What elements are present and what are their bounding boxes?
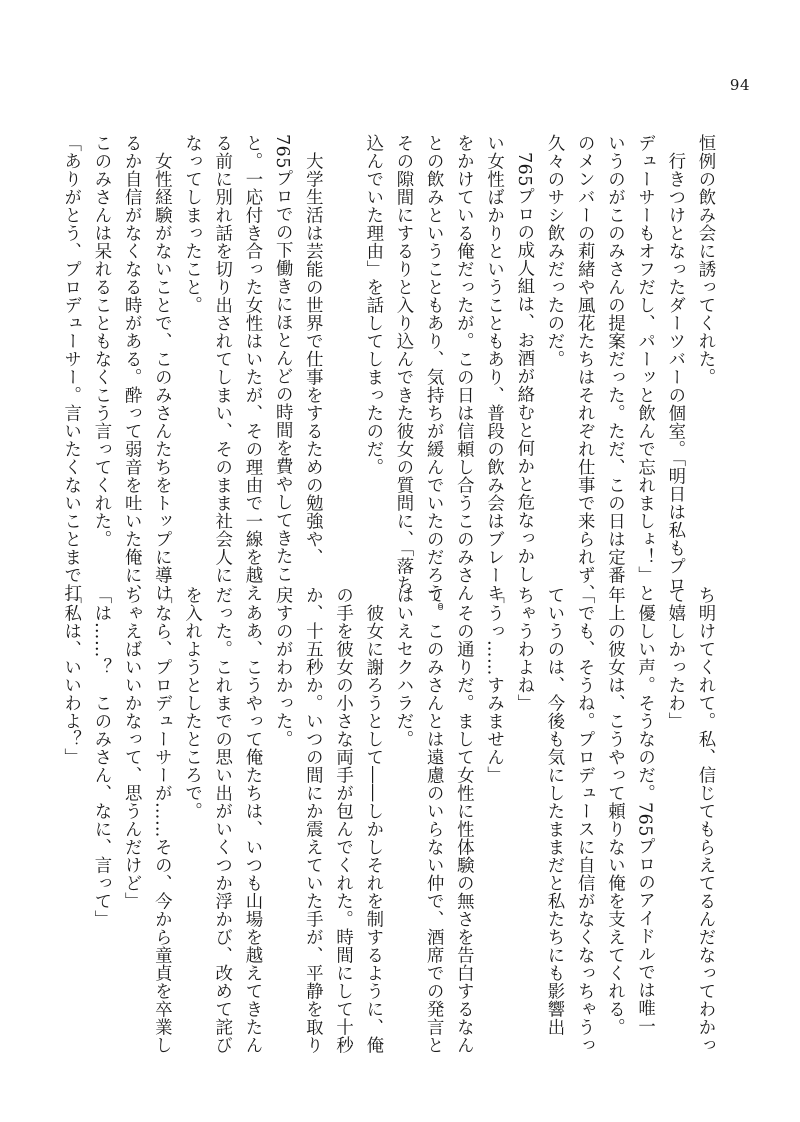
text-line: 女性経験がないことで、このみさんたちをトップに導け bbox=[151, 134, 172, 602]
text-line: ちゃえばいいかなって、思うんだけど」 bbox=[121, 586, 142, 910]
text-line: と。一応付き合った女性はいたが、その理由で一線を越え bbox=[241, 134, 262, 602]
text-line: い女性ばかりということもあり、普段の飲み会はブレーキ bbox=[483, 134, 504, 602]
text-line: 戻すのがわかった。 bbox=[272, 586, 293, 748]
text-line: 「は……？ このみさん、なに、言って」 bbox=[90, 586, 111, 928]
text-line: 「でも、そうね。プロデュースに自信がなくなっちゃうっ bbox=[574, 586, 595, 1054]
text-line: て。このみさんとは遠慮のいらない仲で、酒席での発言と bbox=[423, 586, 444, 1054]
text-line: 久々のサシ飲みだったのだ。 bbox=[543, 134, 564, 368]
text-line: 込んでいた理由」を話してしまったのだ。 bbox=[362, 134, 383, 476]
text-block-bottom bbox=[60, 586, 720, 1054]
text-line: ちゃうわよね」 bbox=[513, 586, 534, 712]
text-line: その隙間にするりと入り込んできた彼女の質問に、「落ち bbox=[392, 134, 413, 594]
text-line: の手を彼女の小さな両手が包んでくれた。時間にして十秒 bbox=[332, 586, 353, 1054]
text-line: を入れようとしたところで。 bbox=[181, 586, 202, 820]
text-line: いうのがこのみさんの提案だった。ただ、この日は定番 bbox=[604, 134, 625, 584]
text-line: との飲みということもあり、気持ちが緩んでいたのだろう。 bbox=[423, 134, 444, 620]
text-line: て嬉しかったわ」 bbox=[664, 586, 685, 730]
text-line: 行きつけとなったダーツバーの個室。「明日は私もプロ bbox=[664, 134, 685, 594]
text-line: 大学生活は芸能の世界で仕事をするための勉強や、 bbox=[302, 134, 323, 566]
text-line: その通りだ。まして女性に性体験の無さを告白するなん bbox=[453, 586, 474, 1054]
text-line: 彼女に謝ろうとして――しかしそれを制するように、俺 bbox=[362, 586, 383, 1054]
text-line: 765プロの成人組は、お酒が絡むと何かと危なっかし bbox=[513, 134, 534, 583]
text-line: 「私は、いいわよ？」 bbox=[60, 586, 81, 766]
text-block-top bbox=[60, 134, 720, 620]
text-line: 「うっ……すみません」 bbox=[483, 586, 504, 784]
text-line: ち明けてくれて。私、信じてもらえてるんだなってわかっ bbox=[695, 586, 715, 1054]
text-line: はいえセクハラだ。 bbox=[392, 586, 413, 748]
text-line: 「ありがとう、プロデューサー。言いたくないことまで打 bbox=[60, 134, 81, 602]
text-line: このみさんは呆れることもなくこう言ってくれた。 bbox=[90, 134, 111, 548]
text-line: か、十五秒か。いつの間にか震えていた手が、平静を取り bbox=[302, 586, 323, 1054]
text-line: 年上の彼女は、こうやって頼りない俺を支えてくれる。 bbox=[604, 586, 625, 1036]
text-line: 765プロでの下働きにほとんどの時間を費やしてきたこ bbox=[272, 134, 293, 583]
text-line: のメンバーの莉緒や風花たちはそれぞれ仕事で来られず、 bbox=[574, 134, 595, 602]
text-line: ああ、こうやって俺たちは、いつも山場を越えてきたん bbox=[241, 586, 262, 1054]
blank-line bbox=[327, 134, 357, 526]
text-line: ていうのは、今後も気にしたままだと私たちにも影響出 bbox=[543, 586, 564, 1036]
text-line: 恒例の飲み会に誘ってくれた。 bbox=[695, 134, 715, 386]
text-line: る前に別れ話を切り出されてしまい、そのまま社会人に bbox=[211, 134, 232, 584]
text-line: なってしまったこと。 bbox=[181, 134, 202, 314]
text-line: だった。これまでの思い出がいくつか浮かび、改めて詫び bbox=[211, 586, 232, 1054]
text-line: デューサーもオフだし、パーッと飲んで忘れましょ！」と bbox=[634, 134, 655, 602]
text-line: をかけている俺だったが。この日は信頼し合うこのみさん bbox=[453, 134, 474, 602]
text-line: 優しい声。そうなのだ。765プロのアイドルでは唯一 bbox=[634, 586, 655, 1035]
page-number: 94 bbox=[729, 76, 750, 94]
text-line: るか自信がなくなる時がある。酔って弱音を吐いた俺に、 bbox=[121, 134, 142, 602]
text-line: 「なら、プロデューサーが……その、今から童貞を卒業し bbox=[151, 586, 172, 1054]
